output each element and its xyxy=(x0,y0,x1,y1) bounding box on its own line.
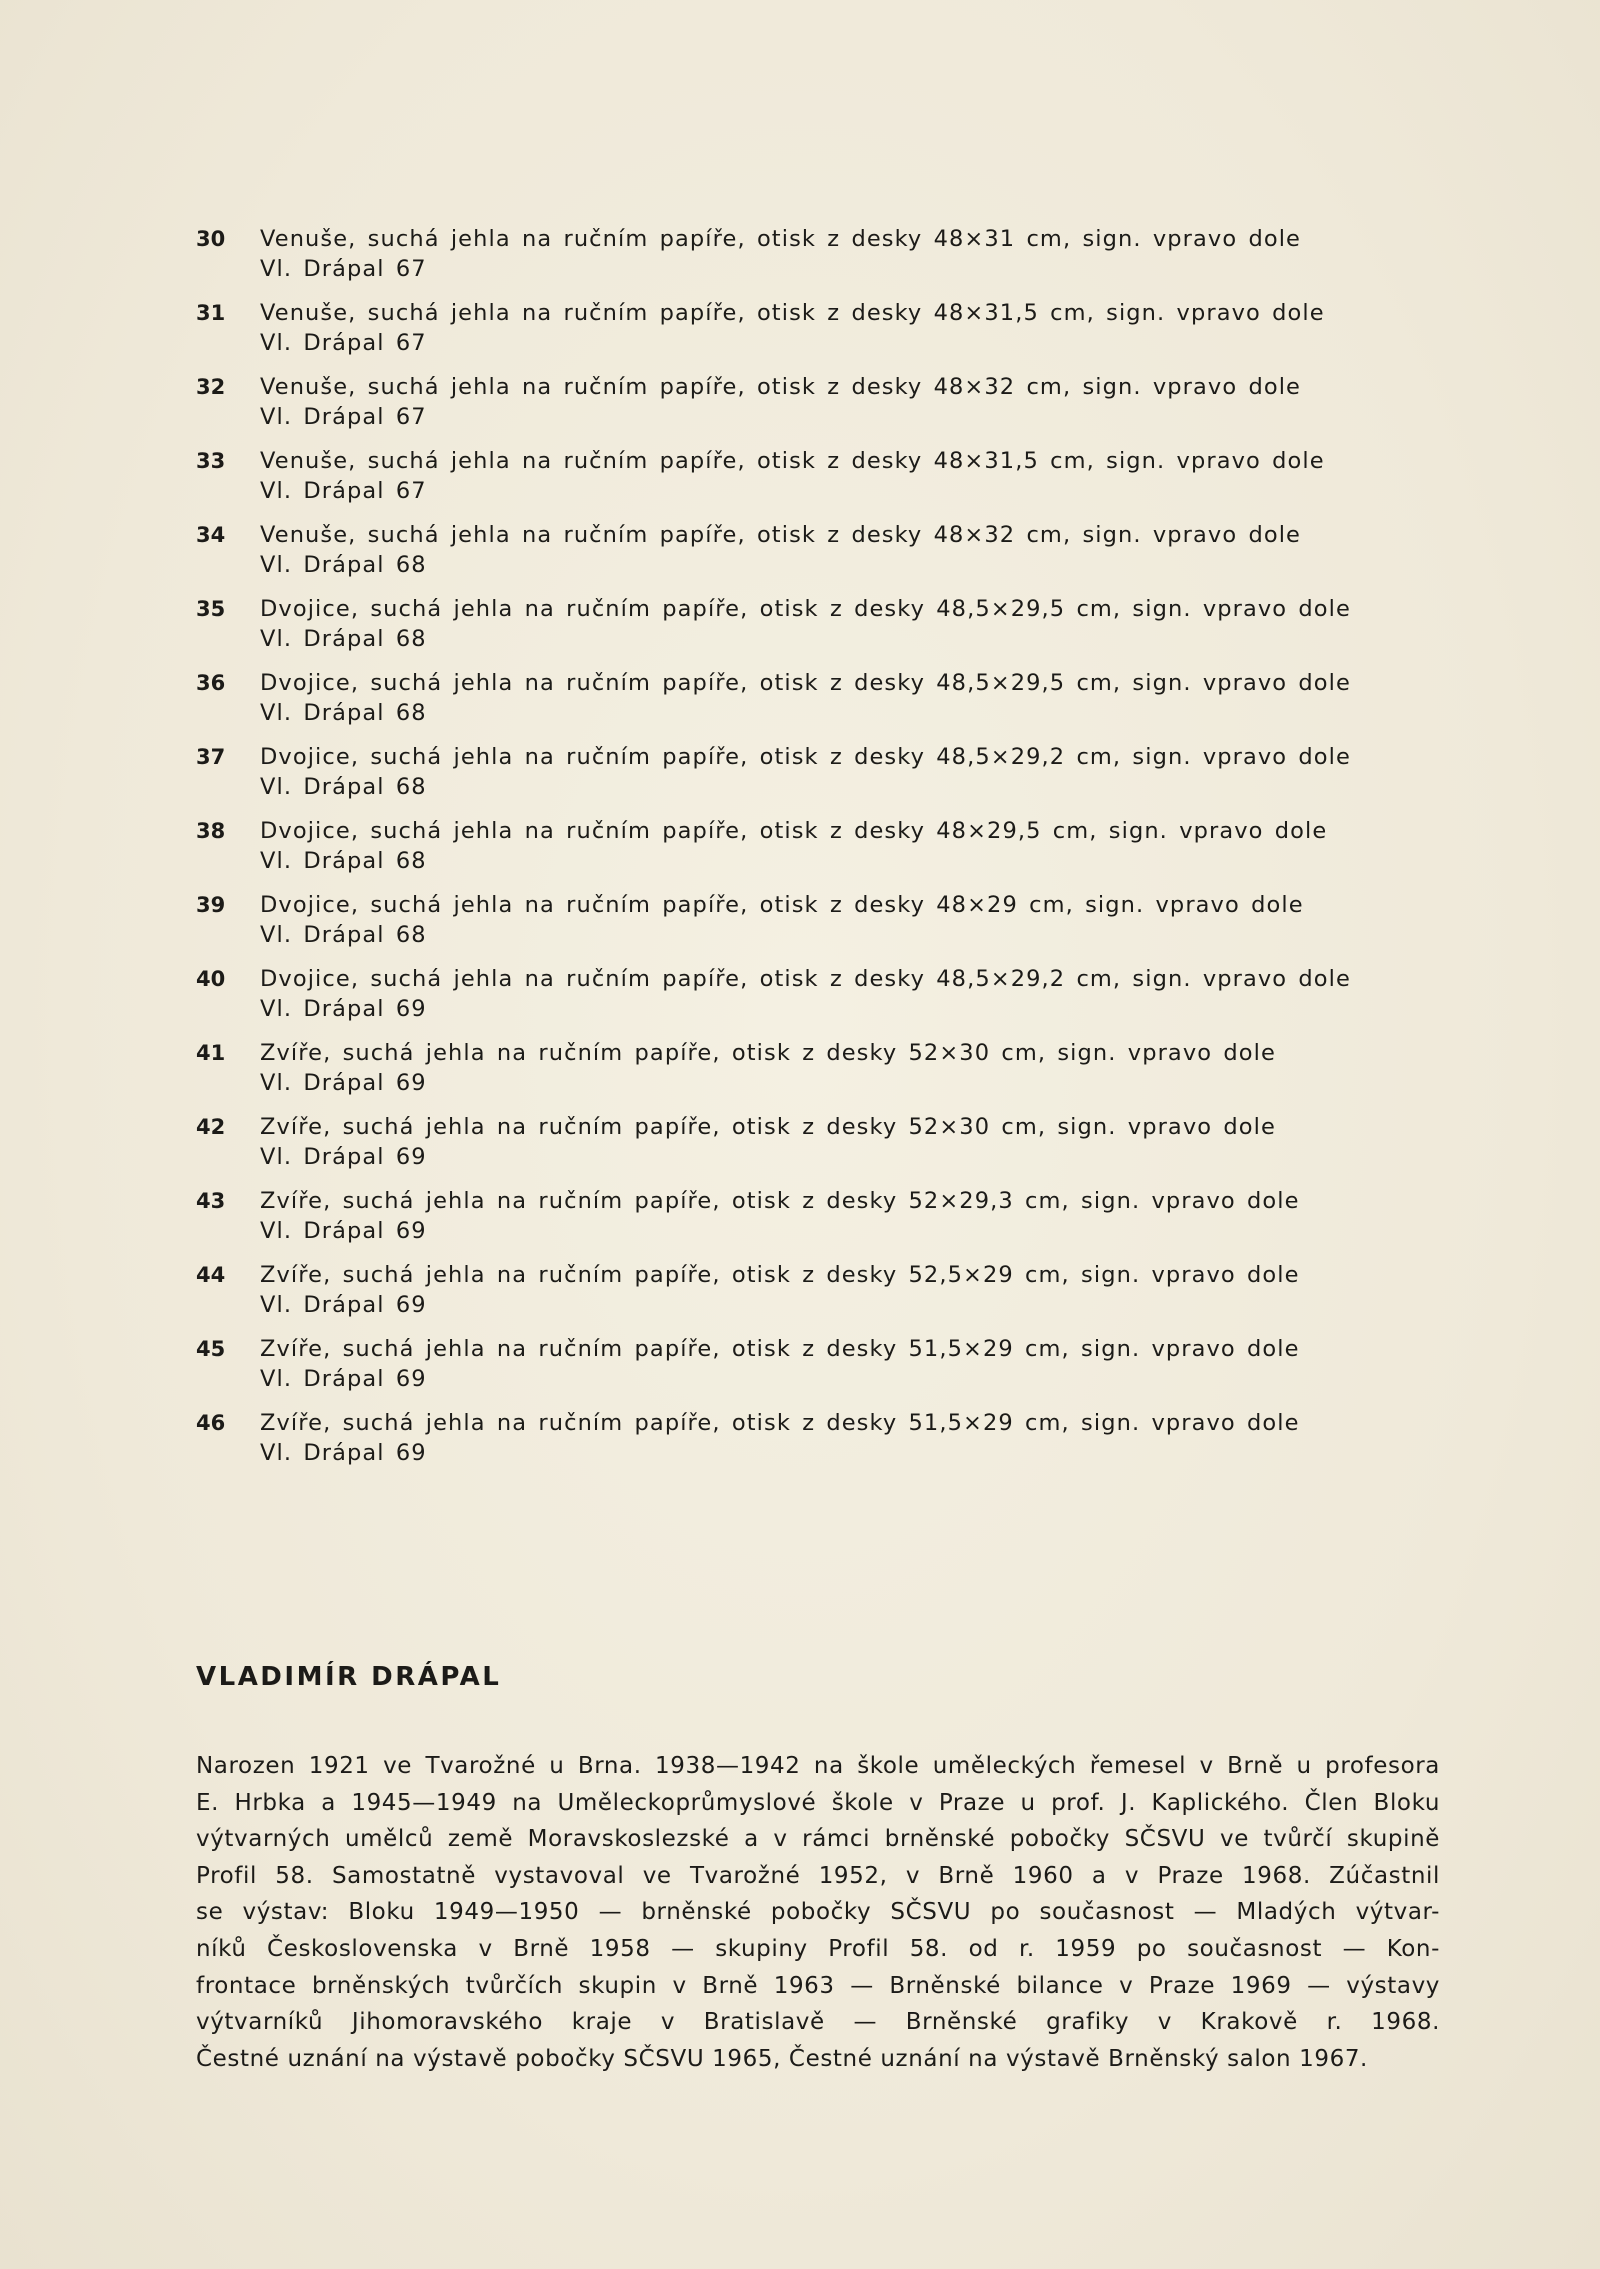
entry-number: 41 xyxy=(196,1041,226,1065)
catalog-entry xyxy=(196,298,1436,372)
entry-number: 30 xyxy=(196,227,226,251)
entry-line-1: Venuše, suchá jehla na ručním papíře, otisk z desky 48×32 cm, sign. vpravo dole xyxy=(260,374,1301,400)
entry-line-2: Vl. Drápal 69 xyxy=(260,1440,427,1466)
entry-line-1: Zvíře, suchá jehla na ručním papíře, otisk z desky 52×29,3 cm, sign. vpravo dole xyxy=(260,1188,1300,1214)
entry-line-1: Dvojice, suchá jehla na ručním papíře, otisk z desky 48×29,5 cm, sign. vpravo dole xyxy=(260,818,1328,844)
entry-description xyxy=(260,1186,1300,1260)
entry-description xyxy=(260,816,1327,890)
entry-number: 36 xyxy=(196,671,226,695)
entry-number: 43 xyxy=(196,1189,226,1213)
entry-description xyxy=(260,1408,1300,1482)
catalog-entry xyxy=(196,1260,1436,1334)
entry-line-2: Vl. Drápal 69 xyxy=(260,1366,427,1392)
catalog-entry xyxy=(196,1334,1436,1408)
entry-description xyxy=(260,1260,1300,1334)
entry-line-1: Zvíře, suchá jehla na ručním papíře, otisk z desky 51,5×29 cm, sign. vpravo dole xyxy=(260,1336,1300,1362)
entry-number: 39 xyxy=(196,893,226,917)
entry-number: 38 xyxy=(196,819,226,843)
bio-line: frontace brněnských tvůrčích skupin v Brně 1963 — Brněnské bilance v Praze 1969 — výstavy xyxy=(196,1972,1440,1999)
catalog-list xyxy=(196,224,1436,1482)
entry-description xyxy=(260,372,1301,446)
catalog-entry xyxy=(196,890,1436,964)
entry-description xyxy=(260,298,1325,372)
entry-line-2: Vl. Drápal 69 xyxy=(260,1144,427,1170)
bio-line: výtvarníků Jihomoravského kraje v Bratislavě — Brněnské grafiky v Krakově r. 1968. xyxy=(196,2009,1440,2036)
entry-number: 37 xyxy=(196,745,226,769)
entry-line-2: Vl. Drápal 67 xyxy=(260,478,427,504)
catalog-entry xyxy=(196,1186,1436,1260)
entry-description xyxy=(260,964,1351,1038)
entry-line-2: Vl. Drápal 69 xyxy=(260,1292,427,1318)
entry-line-1: Dvojice, suchá jehla na ručním papíře, otisk z desky 48×29 cm, sign. vpravo dole xyxy=(260,892,1304,918)
entry-line-2: Vl. Drápal 68 xyxy=(260,626,427,652)
entry-line-1: Zvíře, suchá jehla na ručním papíře, otisk z desky 52×30 cm, sign. vpravo dole xyxy=(260,1114,1276,1140)
entry-description xyxy=(260,1334,1300,1408)
entry-number: 31 xyxy=(196,301,226,325)
entry-description xyxy=(260,446,1325,520)
entry-line-1: Zvíře, suchá jehla na ručním papíře, otisk z desky 51,5×29 cm, sign. vpravo dole xyxy=(260,1410,1300,1436)
catalog-entry xyxy=(196,1038,1436,1112)
entry-line-1: Dvojice, suchá jehla na ručním papíře, otisk z desky 48,5×29,2 cm, sign. vpravo dole xyxy=(260,966,1351,992)
entry-description xyxy=(260,224,1301,298)
catalog-entry xyxy=(196,1112,1436,1186)
bio-line: Čestné uznání na výstavě pobočky SČSVU 1965, Čestné uznání na výstavě Brněnský salon 1967. xyxy=(196,2045,1368,2072)
entry-number: 44 xyxy=(196,1263,226,1287)
bio-line: E. Hrbka a 1945—1949 na Uměleckoprůmyslové škole v Praze u prof. J. Kaplického. Člen Bloku xyxy=(196,1789,1440,1816)
entry-number: 42 xyxy=(196,1115,226,1139)
entry-line-2: Vl. Drápal 67 xyxy=(260,256,427,282)
artist-biography xyxy=(196,1748,1440,2077)
catalog-entry xyxy=(196,520,1436,594)
bio-line: níků Československa v Brně 1958 — skupiny Profil 58. od r. 1959 po současnost — Kon- xyxy=(196,1935,1440,1962)
entry-number: 40 xyxy=(196,967,226,991)
bio-line: Profil 58. Samostatně vystavoval ve Tvarožné 1952, v Brně 1960 a v Praze 1968. Zúčastnil xyxy=(196,1862,1440,1889)
entry-line-2: Vl. Drápal 67 xyxy=(260,330,427,356)
entry-description xyxy=(260,890,1304,964)
catalog-entry xyxy=(196,446,1436,520)
entry-description xyxy=(260,594,1351,668)
entry-line-2: Vl. Drápal 69 xyxy=(260,996,427,1022)
entry-line-2: Vl. Drápal 68 xyxy=(260,700,427,726)
entry-line-1: Venuše, suchá jehla na ručním papíře, otisk z desky 48×31 cm, sign. vpravo dole xyxy=(260,226,1301,252)
entry-number: 32 xyxy=(196,375,226,399)
catalog-entry xyxy=(196,594,1436,668)
catalog-entry xyxy=(196,224,1436,298)
catalog-entry xyxy=(196,964,1436,1038)
entry-line-1: Venuše, suchá jehla na ručním papíře, otisk z desky 48×32 cm, sign. vpravo dole xyxy=(260,522,1301,548)
entry-line-2: Vl. Drápal 69 xyxy=(260,1070,427,1096)
entry-description xyxy=(260,1038,1276,1112)
bio-line: výtvarných umělců země Moravskoslezské a v rámci brněnské pobočky SČSVU ve tvůrčí skupině xyxy=(196,1826,1440,1853)
artist-name-heading: VLADIMÍR DRÁPAL xyxy=(196,1662,502,1692)
entry-line-1: Zvíře, suchá jehla na ručním papíře, otisk z desky 52,5×29 cm, sign. vpravo dole xyxy=(260,1262,1300,1288)
entry-description xyxy=(260,742,1351,816)
entry-number: 46 xyxy=(196,1411,226,1435)
entry-line-1: Venuše, suchá jehla na ručním papíře, otisk z desky 48×31,5 cm, sign. vpravo dole xyxy=(260,300,1325,326)
entry-line-2: Vl. Drápal 68 xyxy=(260,552,427,578)
bio-line: Narozen 1921 ve Tvarožné u Brna. 1938—1942 na škole uměleckých řemesel v Brně u profesora xyxy=(196,1753,1440,1779)
bio-line: se výstav: Bloku 1949—1950 — brněnské pobočky SČSVU po současnost — Mladých výtvar- xyxy=(196,1899,1440,1926)
entry-line-2: Vl. Drápal 67 xyxy=(260,404,427,430)
entry-description xyxy=(260,668,1351,742)
entry-line-1: Zvíře, suchá jehla na ručním papíře, otisk z desky 52×30 cm, sign. vpravo dole xyxy=(260,1040,1276,1066)
entry-number: 34 xyxy=(196,523,226,547)
entry-line-1: Dvojice, suchá jehla na ručním papíře, otisk z desky 48,5×29,5 cm, sign. vpravo dole xyxy=(260,670,1351,696)
entry-line-2: Vl. Drápal 68 xyxy=(260,774,427,800)
catalog-entry xyxy=(196,1408,1436,1482)
catalog-entry xyxy=(196,372,1436,446)
entry-line-2: Vl. Drápal 68 xyxy=(260,922,427,948)
entry-number: 45 xyxy=(196,1337,226,1361)
entry-description xyxy=(260,520,1301,594)
entry-line-2: Vl. Drápal 68 xyxy=(260,848,427,874)
entry-line-1: Venuše, suchá jehla na ručním papíře, otisk z desky 48×31,5 cm, sign. vpravo dole xyxy=(260,448,1325,474)
entry-number: 35 xyxy=(196,597,226,621)
entry-line-2: Vl. Drápal 69 xyxy=(260,1218,427,1244)
entry-line-1: Dvojice, suchá jehla na ručním papíře, otisk z desky 48,5×29,2 cm, sign. vpravo dole xyxy=(260,744,1351,770)
catalog-entry xyxy=(196,668,1436,742)
entry-line-1: Dvojice, suchá jehla na ručním papíře, otisk z desky 48,5×29,5 cm, sign. vpravo dole xyxy=(260,596,1351,622)
entry-number: 33 xyxy=(196,449,226,473)
catalog-entry xyxy=(196,816,1436,890)
entry-description xyxy=(260,1112,1276,1186)
catalog-entry xyxy=(196,742,1436,816)
